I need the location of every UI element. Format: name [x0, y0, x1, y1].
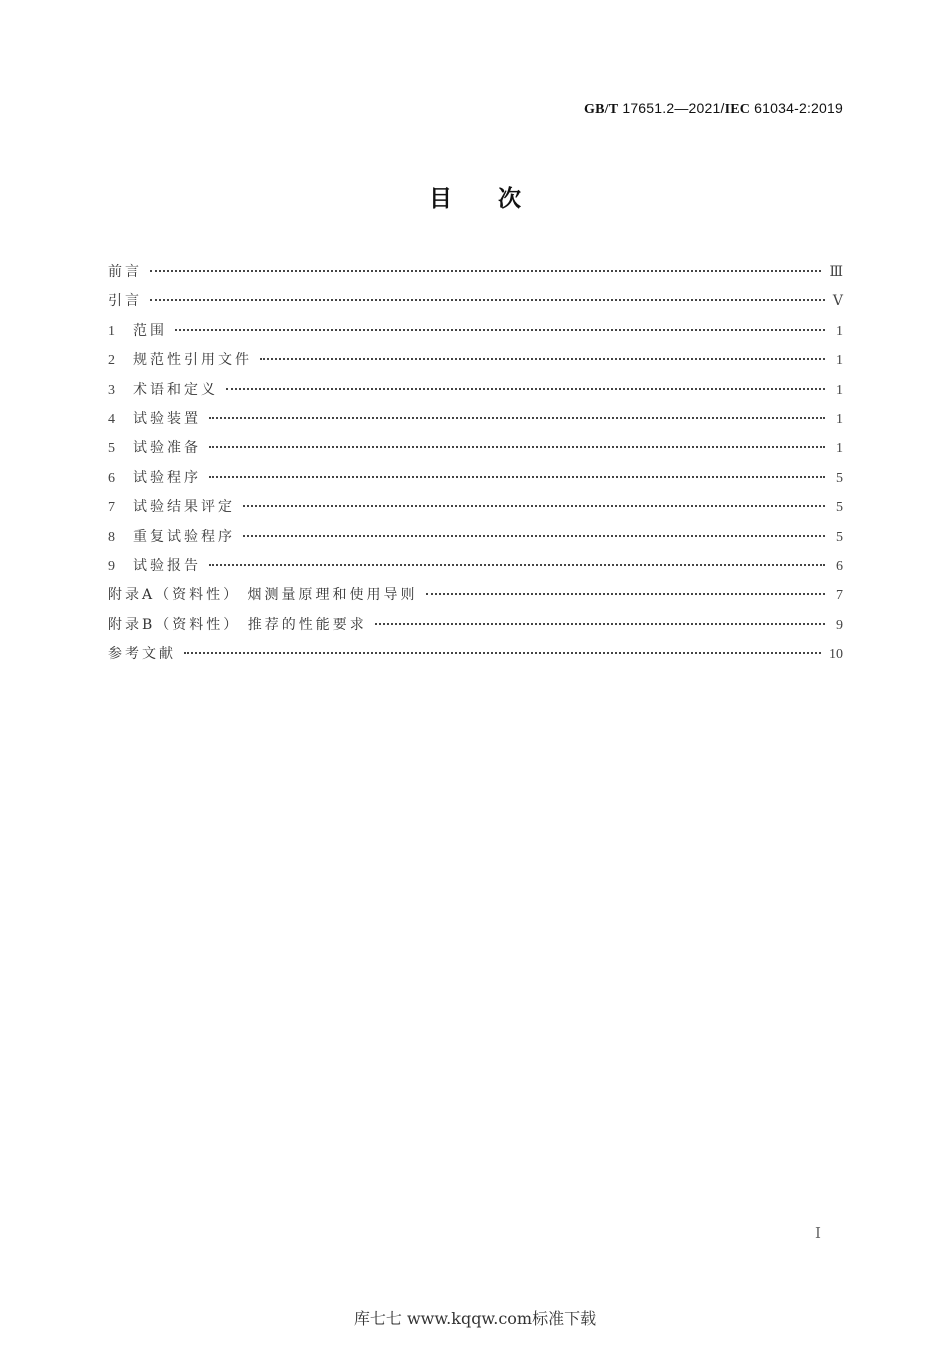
toc-entry-page: 6 [836, 558, 843, 574]
toc-entry-label: 参考文献 [108, 646, 176, 663]
toc-entry-page: 5 [836, 529, 843, 545]
toc-entry-label: 试验结果评定 [133, 499, 235, 516]
toc-entry-page: 7 [836, 588, 843, 604]
iec-number: 61034-2:2019 [750, 100, 843, 116]
leader-dots [226, 388, 825, 390]
toc-entry-label: 试验报告 [133, 557, 201, 574]
toc-entry-2[interactable] [108, 346, 843, 375]
footer-watermark: 库七七 www.kqqw.com标准下载 [353, 1309, 597, 1328]
std-number: 17651.2—2021/ [618, 100, 725, 116]
toc-entry-label: 术语和定义 [133, 381, 218, 398]
leader-dots [150, 299, 825, 301]
leader-dots [175, 329, 825, 331]
leader-dots [150, 270, 821, 272]
toc-entry-4[interactable] [108, 405, 843, 434]
leader-dots [243, 535, 825, 537]
toc-entry-number: 1 [108, 323, 115, 339]
std-prefix: GB/T [583, 102, 619, 117]
toc-entry-bibliography[interactable] [108, 640, 843, 669]
leader-dots [184, 652, 821, 654]
page-number: Ⅰ [815, 1226, 821, 1242]
toc-entry-8[interactable] [108, 523, 843, 552]
toc-entry-page: 1 [836, 411, 843, 427]
leader-dots [209, 564, 825, 566]
toc-entry-number: 6 [108, 470, 115, 486]
leader-dots [209, 446, 825, 448]
toc-entry-annex-b[interactable] [108, 611, 843, 640]
toc-entry-number: 8 [108, 529, 115, 545]
toc-entry-label: 试验准备 [133, 440, 201, 457]
toc-entry-label: 附录B（资料性） 推荐的性能要求 [108, 616, 367, 633]
standard-number-header [584, 100, 843, 118]
toc-entry-1[interactable] [108, 317, 843, 346]
toc-entry-page: 5 [836, 500, 843, 516]
leader-dots [243, 505, 825, 507]
toc-entry-3[interactable] [108, 376, 843, 405]
toc-entry-page: 1 [836, 323, 843, 339]
toc-entry-annex-a[interactable] [108, 581, 843, 610]
toc-entry-label: 引言 [108, 293, 142, 310]
toc-entry-6[interactable] [108, 464, 843, 493]
toc-entry-label: 前言 [108, 264, 142, 280]
toc-entry-number: 2 [108, 353, 115, 369]
toc-entry-label: 试验程序 [133, 469, 201, 486]
toc-entry-label: 试验装置 [133, 410, 201, 427]
toc-entry-label: 范围 [133, 322, 167, 339]
table-of-contents [108, 258, 843, 669]
toc-entry-page: Ⅲ [829, 265, 843, 280]
toc-entry-page: 1 [836, 353, 843, 369]
toc-entry-number: 3 [108, 382, 115, 398]
toc-entry-foreword[interactable] [108, 258, 843, 287]
toc-entry-9[interactable] [108, 552, 843, 581]
toc-entry-label: 附录A（资料性） 烟测量原理和使用导则 [108, 587, 418, 604]
toc-entry-page: 5 [836, 470, 843, 486]
toc-entry-page: 1 [836, 382, 843, 398]
iec-prefix: IEC [724, 102, 751, 117]
leader-dots [426, 593, 825, 595]
toc-entry-page: Ⅴ [832, 294, 843, 310]
leader-dots [260, 358, 825, 360]
leader-dots [209, 417, 825, 419]
toc-entry-5[interactable] [108, 434, 843, 463]
toc-entry-label: 规范性引用文件 [133, 352, 252, 369]
toc-entry-number: 7 [108, 500, 115, 516]
toc-entry-page: 10 [829, 647, 843, 663]
toc-entry-number: 4 [108, 411, 115, 427]
toc-entry-page: 1 [836, 441, 843, 457]
toc-entry-introduction[interactable] [108, 287, 843, 316]
page-title: 目次 [429, 186, 567, 212]
toc-entry-number: 9 [108, 558, 115, 574]
toc-entry-page: 9 [836, 617, 843, 633]
leader-dots [209, 476, 825, 478]
toc-entry-label: 重复试验程序 [133, 528, 235, 545]
toc-entry-7[interactable] [108, 493, 843, 522]
leader-dots [375, 623, 825, 625]
toc-entry-number: 5 [108, 441, 115, 457]
